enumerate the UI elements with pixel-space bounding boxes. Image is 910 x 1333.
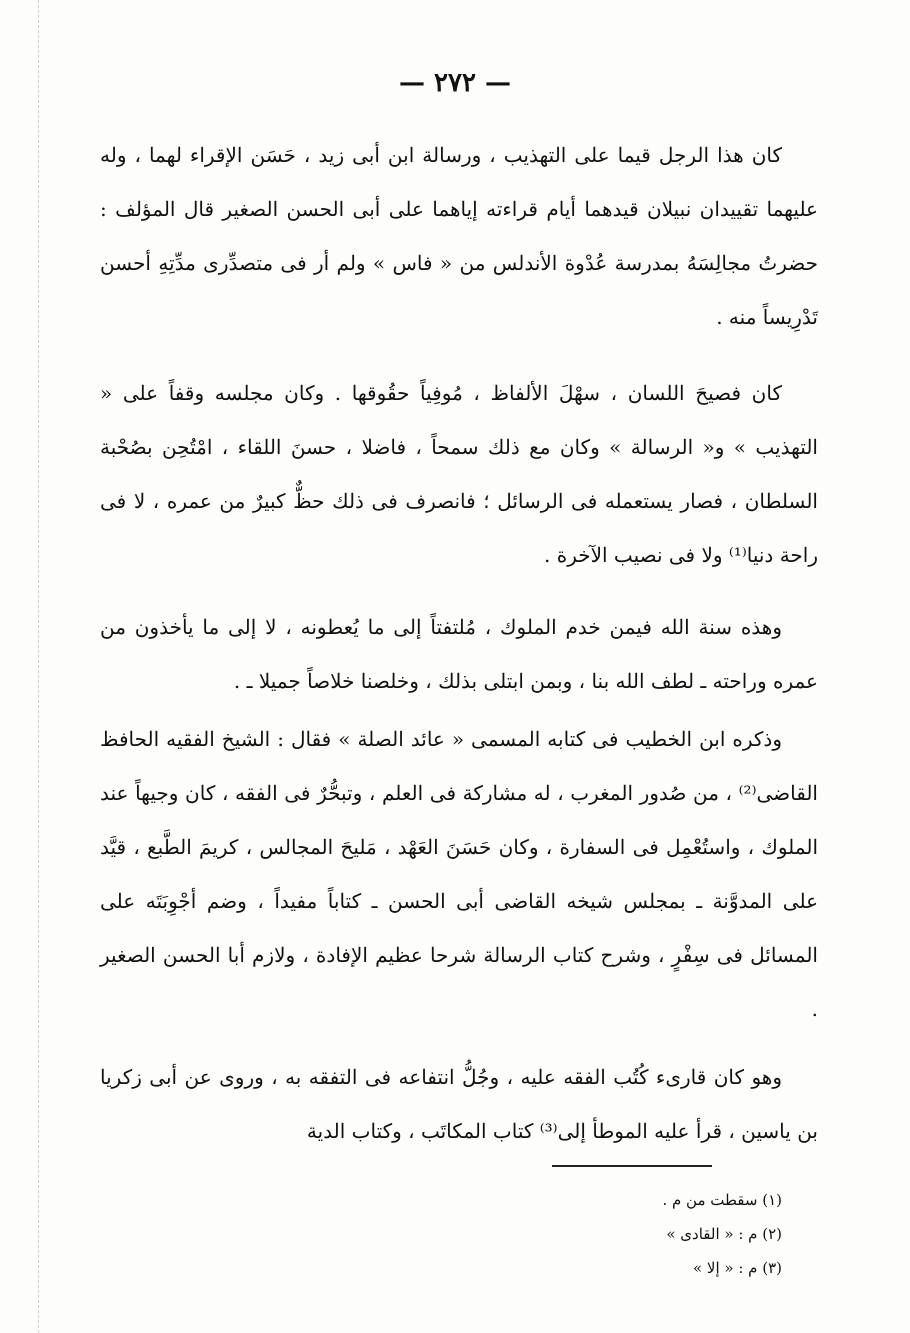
page-number: — ٢٧٢ —	[398, 68, 512, 98]
paragraph-2: كان فصيحَ اللسان ، سهْلَ الألفاظ ، مُوفِياً حقُوقها . وكان مجلسه وقفاً على « التهذيب » و« الرسالة » وكان مع ذلك سمحاً ، فاضلا ، حسنَ اللقاء ، امْتُحِن بصُحْبة السلطان ، فصار يستعمله فى الرسائل ؛ فانصرف فى ذلك حظٌّ كبيرٌ من عمره ، لا فى راحة دنيا⁽¹⁾ ولا فى نصيب الآخرة .	[100, 381, 818, 567]
footnote-separator	[552, 1165, 712, 1167]
margin-guide-line	[38, 0, 39, 1333]
footnotes	[400, 1183, 782, 1285]
paragraph-5: وهو كان قارىء كُتُب الفقه عليه ، وجُلُّ انتفاعه فى التفقه به ، وروى عن أبى زكريا بن ياسين ، قرأ عليه الموطأ إلى⁽³⁾ كتاب المكاتَب ، وكتاب الدية	[100, 1065, 818, 1143]
paragraph-1-block	[100, 128, 818, 344]
footnote-3: (٣) م : « إلا »	[692, 1259, 782, 1277]
paragraph-2-block	[100, 366, 818, 582]
paragraph-5-block	[100, 1050, 818, 1158]
paragraph-4-block	[100, 712, 818, 1036]
footnote-1: (١) سقطت من م .	[662, 1191, 782, 1209]
paragraph-3: وهذه سنة الله فيمن خدم الملوك ، مُلتفتاً إلى ما يُعطونه ، لا إلى ما يأخذون من عمره وراحته ـ لطف الله بنا ، وبمن ابتلى بذلك ، وخلصنا خلاصاً جميلا ـ .	[100, 615, 818, 693]
paragraph-1: كان هذا الرجل قيما على التهذيب ، ورسالة ابن أبى زيد ، حَسَن الإقراء لهما ، وله عليهما تقييدان نبيلان قيدهما أيام قراءته إياهما على أبى الحسن الصغير قال المؤلف : حضرتُ مجالِسَهُ بمدرسة عُدْوة الأندلس من « فاس » ولم أر فى متصدِّرى مدِّتِهِ أحسن تَدْرِيساً منه .	[100, 143, 818, 329]
footnote-2: (٢) م : « القادى »	[666, 1225, 782, 1243]
paragraph-3-block	[100, 600, 818, 708]
paragraph-4: وذكره ابن الخطيب فى كتابه المسمى « عائد الصلة » فقال : الشيخ الفقيه الحافظ القاضى⁽²⁾ ، من صُدور المغرب ، له مشاركة فى العلم ، وتبحُّرٌ فى الفقه ، كان وجيهاً عند الملوك ، واستُعْمِل فى السفارة ، وكان حَسَنَ العَهْد ، مَليحَ المجالس ، كريمَ الطَّبع ، قيَّد على المدوَّنة ـ بمجلس شيخه القاضى أبى الحسن ـ كتاباً مفيداً ، وضم أجْوِبَتَه على المسائل فى سِفْرٍ ، وشرح كتاب الرسالة شرحا عظيم الإفادة ، ولازم أبا الحسن الصغير .	[100, 727, 818, 1021]
